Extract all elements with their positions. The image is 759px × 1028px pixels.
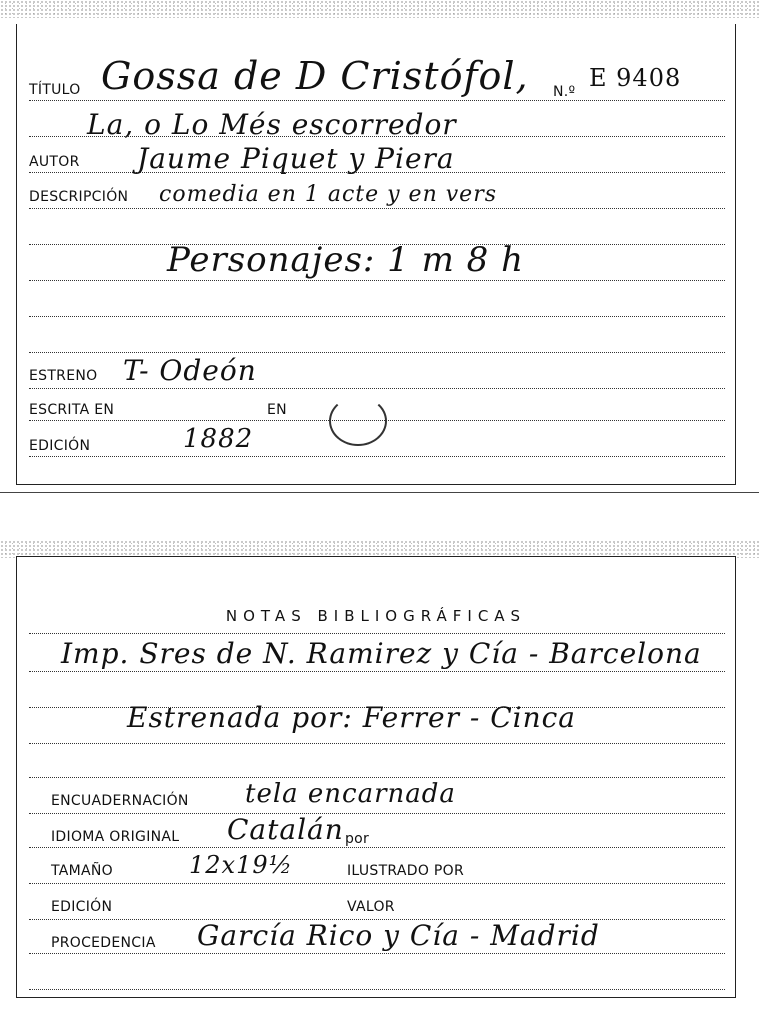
label-ilustrado-por: ILUSTRADO POR xyxy=(347,863,464,879)
label-valor: VALOR xyxy=(347,899,395,915)
value-tamano: 12x19½ xyxy=(189,851,293,879)
scan-noise-top xyxy=(0,0,759,18)
label-numero: N.º xyxy=(553,84,576,100)
value-encuadernacion: tela encarnada xyxy=(245,779,456,809)
rule xyxy=(29,280,725,281)
value-titulo-line2: La, o Lo Més escorredor xyxy=(87,108,457,141)
label-encuadernacion: ENCUADERNACIÓN xyxy=(51,793,189,809)
rule xyxy=(29,100,725,101)
rule xyxy=(29,883,725,884)
round-stamp-mark xyxy=(329,396,387,446)
value-nota-1: Imp. Sres de N. Ramirez y Cía - Barcelona xyxy=(61,637,702,670)
value-procedencia: García Rico y Cía - Madrid xyxy=(197,919,600,952)
value-descripcion: comedia en 1 acte y en vers xyxy=(159,182,497,207)
label-descripcion: DESCRIPCIÓN xyxy=(29,189,129,205)
value-titulo-line1: Gossa de D Cristófol, xyxy=(101,54,529,98)
rule xyxy=(29,316,725,317)
label-procedencia: PROCEDENCIA xyxy=(51,935,156,951)
label-edicion: EDICIÓN xyxy=(29,438,91,454)
label-titulo: TÍTULO xyxy=(29,82,81,98)
rule xyxy=(29,208,725,209)
rule xyxy=(29,953,725,954)
value-estreno: T- Odeón xyxy=(123,354,257,387)
catalog-card-bottom xyxy=(16,556,736,998)
rule xyxy=(29,847,725,848)
rule xyxy=(29,671,725,672)
label-tamano: TAMAÑO xyxy=(51,863,113,879)
rule xyxy=(29,989,725,990)
value-idioma: Catalán xyxy=(227,813,344,846)
label-por: por xyxy=(345,831,370,847)
value-numero: E 9408 xyxy=(589,64,682,92)
label-en: EN xyxy=(267,402,287,418)
label-autor: AUTOR xyxy=(29,154,80,170)
rule xyxy=(29,388,725,389)
value-nota-2: Estrenada por: Ferrer - Cinca xyxy=(127,701,576,734)
label-estreno: ESTRENO xyxy=(29,368,98,384)
rule xyxy=(29,777,725,778)
value-personajes: Personajes: 1 m 8 h xyxy=(167,240,525,280)
card-divider xyxy=(0,492,759,493)
rule xyxy=(29,352,725,353)
label-escrita-en: ESCRITA EN xyxy=(29,402,115,418)
catalog-card-top xyxy=(16,24,736,485)
rule xyxy=(29,743,725,744)
label-idioma-original: IDIOMA ORIGINAL xyxy=(51,829,180,845)
rule xyxy=(29,633,725,634)
value-autor: Jaume Piquet y Piera xyxy=(137,142,455,175)
label-edicion-2: EDICIÓN xyxy=(51,899,113,915)
value-edicion: 1882 xyxy=(183,424,254,454)
notas-bibliograficas-heading: NOTAS BIBLIOGRÁFICAS xyxy=(225,607,527,625)
rule xyxy=(29,813,725,814)
rule xyxy=(29,456,725,457)
